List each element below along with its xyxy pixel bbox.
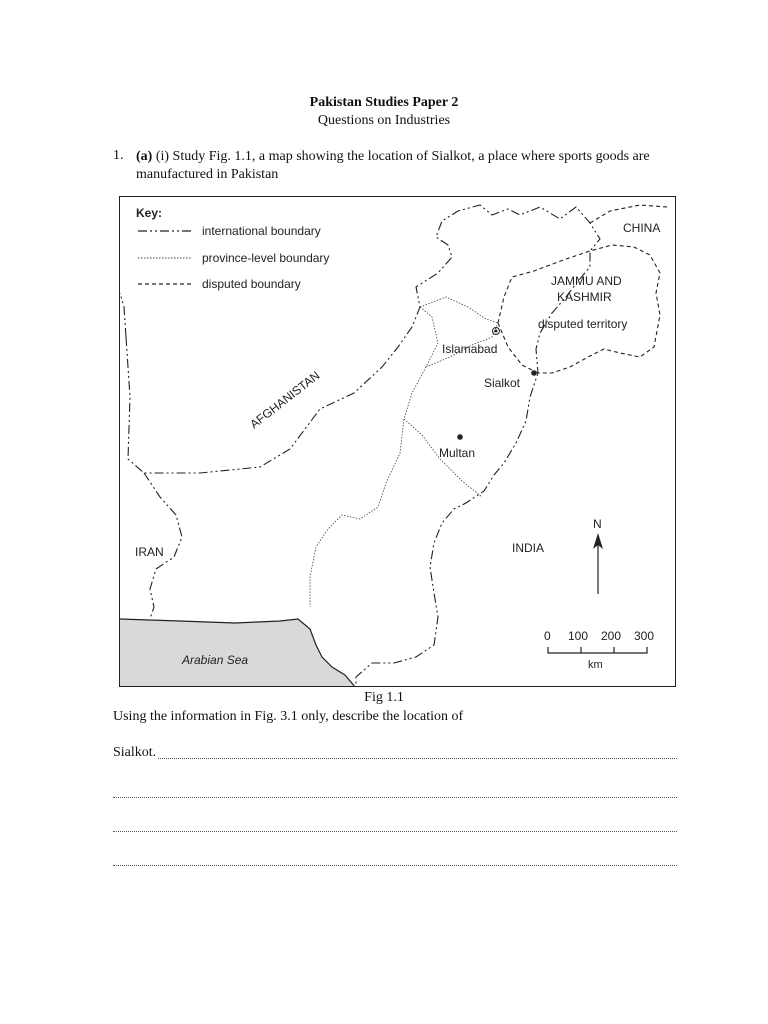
label-china: CHINA bbox=[623, 221, 661, 235]
sialkot-dot bbox=[531, 370, 537, 376]
multan-dot bbox=[457, 434, 463, 440]
answer-line-2[interactable] bbox=[113, 783, 677, 798]
key-title: Key: bbox=[136, 206, 163, 220]
page-subtitle: Questions on Industries bbox=[317, 113, 451, 128]
label-india: INDIA bbox=[512, 541, 545, 555]
key-international-label: international boundary bbox=[202, 224, 321, 238]
scale-tick-0: 0 bbox=[544, 629, 551, 643]
question-text bbox=[136, 148, 676, 184]
label-islamabad: Islamabad bbox=[442, 342, 498, 356]
question-body: (i) Study Fig. 1.1, a map showing the location of Sialkot, a place where sports goods are manufactured in Pakistan bbox=[136, 149, 650, 182]
label-arabian-sea: Arabian Sea bbox=[182, 653, 249, 667]
label-multan: Multan bbox=[439, 446, 476, 460]
page-title: Pakistan Studies Paper 2 bbox=[309, 95, 459, 110]
label-iran: IRAN bbox=[135, 545, 164, 559]
scale-unit: km bbox=[588, 659, 603, 671]
islamabad-dot bbox=[495, 330, 498, 333]
question-number: 1. bbox=[113, 148, 124, 163]
answer-prompt: Sialkot. bbox=[113, 745, 157, 760]
north-label: N bbox=[593, 517, 602, 531]
key-province-label: province-level boundary bbox=[202, 251, 330, 265]
scale-bar bbox=[548, 647, 647, 653]
pakistan-map bbox=[120, 197, 676, 687]
figure-caption: Fig 1.1 bbox=[364, 690, 404, 705]
scale-tick-100: 100 bbox=[568, 629, 589, 643]
label-kashmir: KASHMIR bbox=[557, 290, 612, 304]
scale-tick-200: 200 bbox=[601, 629, 622, 643]
answer-dots-1 bbox=[158, 745, 677, 759]
label-disputed-territory: disputed territory bbox=[538, 317, 628, 331]
key-disputed-label: disputed boundary bbox=[202, 277, 301, 291]
scale-tick-300: 300 bbox=[634, 629, 655, 643]
map-figure bbox=[119, 196, 676, 687]
answer-line-1[interactable] bbox=[113, 745, 677, 761]
label-jammu: JAMMU AND bbox=[551, 274, 622, 288]
label-sialkot: Sialkot bbox=[484, 376, 521, 390]
international-boundary bbox=[120, 205, 600, 687]
answer-line-3[interactable] bbox=[113, 817, 677, 832]
question-part: (a) bbox=[136, 149, 153, 164]
instruction-text: Using the information in Fig. 3.1 only, describe the location of bbox=[113, 709, 464, 724]
label-afghanistan: AFGHANISTAN bbox=[247, 368, 323, 432]
answer-line-4[interactable] bbox=[113, 851, 677, 866]
